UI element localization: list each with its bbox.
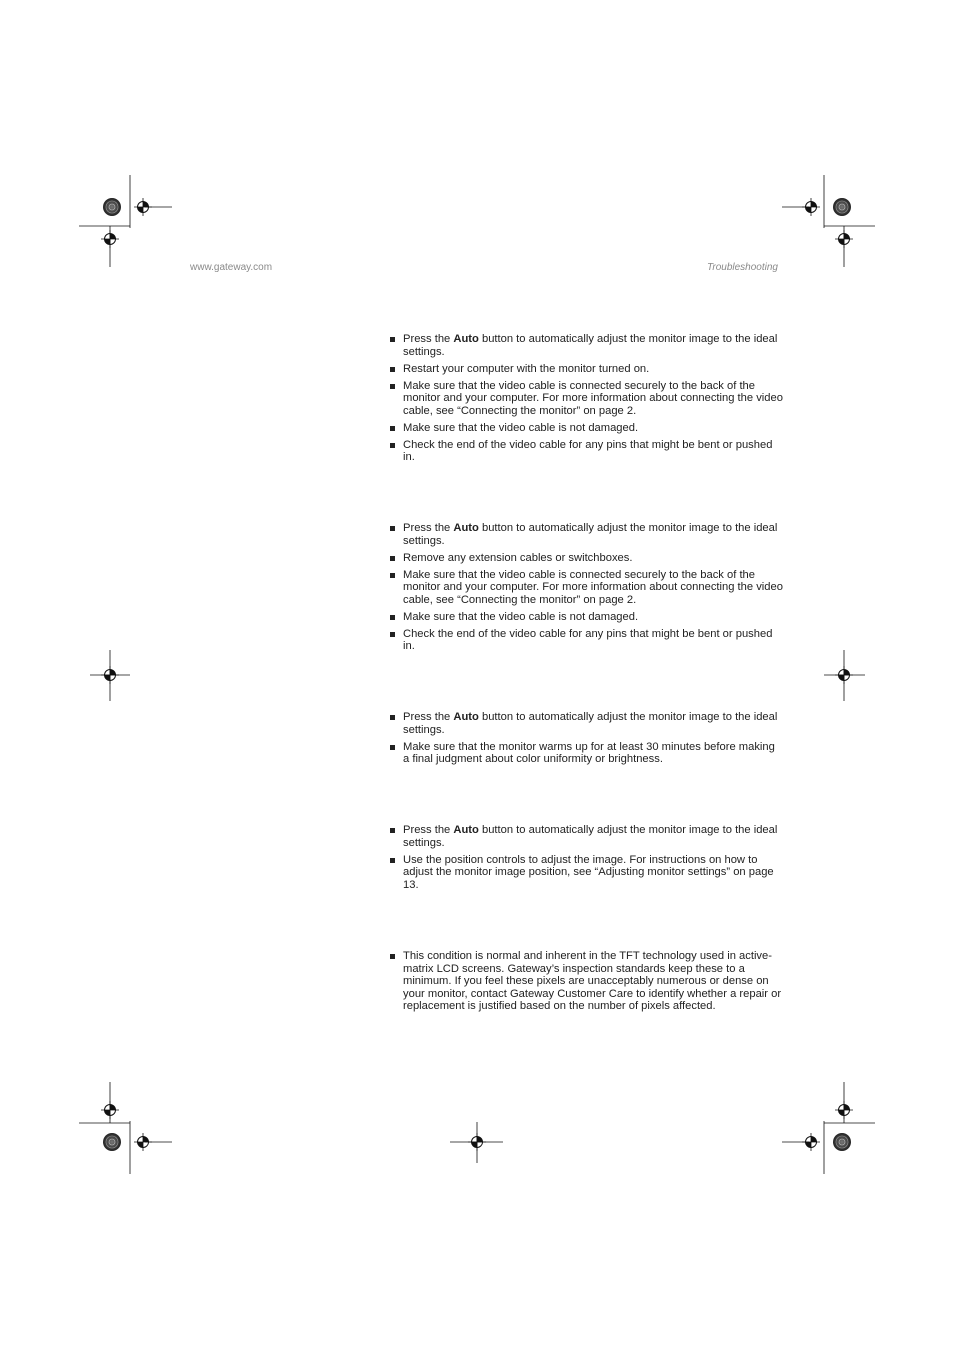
square-bullet-icon (390, 384, 395, 389)
item-text: Press the (403, 711, 454, 723)
item-text: button to automatically adjust the monitor image to the ideal settings. (403, 824, 778, 849)
square-bullet-icon (390, 828, 395, 833)
crop-mark-bottom-right (782, 1082, 875, 1174)
item-text: This condition is normal and inherent in the TFT technology used in active-matrix LCD screens. Gateway’s inspection standards keep these to a minimum. If you feel these pixels are unacceptably numerous or dense on your monitor, contact Gateway Customer Care to identify whether a repair or replacement is justified based on the number of pixels affected. (403, 950, 782, 1013)
registration-mark (802, 1133, 820, 1151)
square-bullet-icon (390, 526, 395, 531)
color-target-top-left (103, 198, 121, 216)
item-text: Make sure that the video cable is connected securely to the back of the monitor and your computer. For more information about connecting the video cable, see “Connecting the monitor” on page 2. (403, 379, 783, 417)
item-text: Remove any extension cables or switchboxes. (403, 551, 633, 564)
item-text: Press the (403, 333, 454, 345)
item-text: Restart your computer with the monitor turned on. (403, 362, 650, 375)
header-url: www.gateway.com (190, 262, 273, 273)
item-text: Press the (403, 522, 454, 534)
square-bullet-icon (390, 715, 395, 720)
item-text: Make sure that the video cable is not damaged. (403, 421, 639, 434)
list-item (390, 522, 783, 547)
square-bullet-icon (390, 954, 395, 959)
list-item (390, 824, 783, 849)
registration-mark (802, 198, 820, 216)
square-bullet-icon (390, 367, 395, 372)
button-name: Auto (453, 824, 479, 836)
crop-mark-top-left (79, 175, 172, 267)
item-text: Make sure that the video cable is not damaged. (403, 610, 639, 623)
square-bullet-icon (390, 337, 395, 342)
color-target-top-right (833, 198, 851, 216)
list-item (390, 711, 783, 736)
item-text: Press the (403, 824, 454, 836)
item-text: button to automatically adjust the monitor image to the ideal settings. (403, 711, 778, 736)
list-item (390, 741, 783, 766)
bullet-list (390, 522, 783, 657)
header-section-title: Troubleshooting (707, 262, 778, 273)
registration-mark (101, 1101, 119, 1119)
square-bullet-icon (390, 858, 395, 863)
square-bullet-icon (390, 573, 395, 578)
registration-mark (835, 230, 853, 248)
list-item (390, 854, 783, 892)
square-bullet-icon (390, 745, 395, 750)
square-bullet-icon (390, 556, 395, 561)
bullet-list (390, 824, 783, 896)
square-bullet-icon (390, 426, 395, 431)
registration-mark (468, 1133, 486, 1151)
button-name: Auto (453, 522, 479, 534)
registration-mark (101, 230, 119, 248)
list-item (390, 439, 783, 464)
item-text: button to automatically adjust the monitor image to the ideal settings. (403, 333, 778, 358)
list-item (390, 552, 783, 565)
list-item (390, 569, 783, 607)
square-bullet-icon (390, 615, 395, 620)
registration-mark (134, 1133, 152, 1151)
color-target-bottom-left (103, 1133, 121, 1151)
bullet-list (390, 333, 783, 468)
button-name: Auto (453, 333, 479, 345)
square-bullet-icon (390, 443, 395, 448)
list-item (390, 950, 783, 1013)
item-text: Check the end of the video cable for any pins that might be bent or pushed in. (403, 627, 773, 653)
list-item (390, 422, 783, 435)
registration-mark (835, 1101, 853, 1119)
registration-mark (835, 666, 853, 684)
list-item (390, 628, 783, 653)
bullet-list (390, 950, 783, 1017)
color-target-bottom-right (833, 1133, 851, 1151)
item-text: Make sure that the monitor warms up for at least 30 minutes before making a final judgment about color uniformity or brightness. (403, 740, 775, 766)
item-text: Use the position controls to adjust the image. For instructions on how to adjust the monitor image position, see “Adjusting monitor settings” on page 13. (403, 853, 774, 891)
list-item (390, 363, 783, 376)
crop-mark-top-right (782, 175, 875, 267)
list-item (390, 380, 783, 418)
list-item (390, 333, 783, 358)
registration-mark (101, 666, 119, 684)
bullet-list (390, 711, 783, 770)
item-text: button to automatically adjust the monitor image to the ideal settings. (403, 522, 778, 547)
square-bullet-icon (390, 632, 395, 637)
item-text: Make sure that the video cable is connected securely to the back of the monitor and your computer. For more information about connecting the video cable, see “Connecting the monitor” on page 2. (403, 568, 783, 606)
crop-mark-middle (90, 650, 865, 701)
item-text: Check the end of the video cable for any pins that might be bent or pushed in. (403, 438, 773, 464)
list-item (390, 611, 783, 624)
crop-mark-bottom-left (79, 1082, 172, 1174)
registration-mark (134, 198, 152, 216)
button-name: Auto (453, 711, 479, 723)
